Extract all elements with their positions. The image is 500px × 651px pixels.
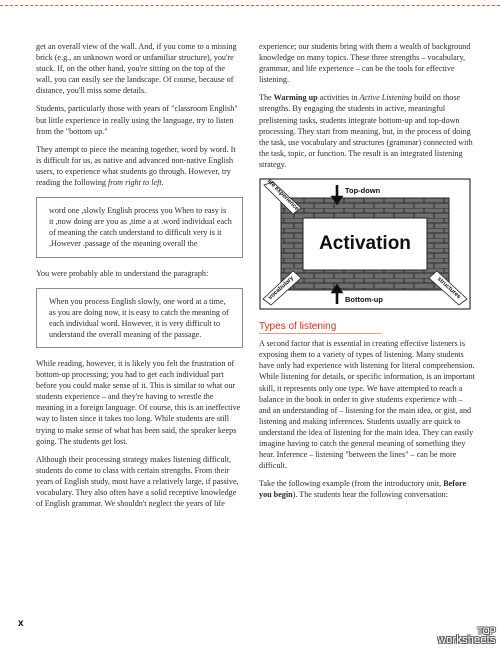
activation-diagram: [259, 178, 471, 310]
paragraph-example: [259, 478, 475, 500]
paragraph-classroom-english: Students, particularly those with years of "classroom English" but little experience in really using the language, try to listen from the "bottom up.": [36, 104, 238, 136]
bottom-up-label: Bottom-up: [345, 295, 383, 305]
paragraph-types-of-listening: A second factor that is essential in creating effective listeners is exposing them to a variety of types of listening. Many students have only had experience with listening for literal comprehension. While listening for details, or specific information, is an important skill, it represents only one type. We have attempted to reach a balance in the book in order to give students experience with – and an understanding of – listening for the main idea, or gist, and listening and making inferences. Students usually are quick to understand the idea of listening for the main idea. They can easily imagine having to catch the general meaning of something they hear. Inference – listening "between the lines" – can be more difficult.: [259, 339, 475, 471]
paragraph-warming-up: [259, 92, 475, 170]
paragraph-wall-analogy: get an overall view of the wall. And, if you come to a missing brick (e.g., an unknown word or unfamiliar structure), you're stuck. If, on the other hand, you're sitting on the top of the wall, you can easily see the landscape. Of course, because of distance, you'll miss some details.: [36, 42, 237, 96]
warming-up-bold: Warming up: [273, 93, 318, 103]
watermark-logo: [438, 627, 496, 645]
life-experience-label: life experience: [265, 178, 300, 213]
heading-underline: [259, 333, 381, 334]
paragraph-strengths: Although their processing strategy makes listening difficult, students do come to class with certain strengths. From their years of English study, most have a relatively large, if passive, vocabulary. They also often have a solid receptive knowledge of English grammar. We shouldn't neglect the years of life: [36, 454, 239, 509]
normal-text-box: [36, 288, 243, 348]
warming-up-lead: The: [259, 93, 272, 103]
activation-diagram-svg: [259, 178, 471, 310]
paragraph-frustration: While reading, however, it is likely you felt the frustration of bottom-up processing; you had to get each individual part before you could make sense of it. This is similar to what our students experience – and they're having to wrestle the meaning in a foreign language. Of course, this is an ineffective way to listen since it takes too long. While students are still trying to make sense of what has been said, the speaker keeps going. The students get lost.: [36, 358, 241, 446]
paragraph-piece-meaning-text: They attempt to piece the meaning together, word by word. It is difficult for us, as native and advanced non-native English users, to experience what students go through. However, try reading the following: [36, 144, 236, 188]
section-heading: Types of listening: [259, 321, 337, 333]
page-number: x: [18, 618, 24, 629]
watermark-line1: TOP: [477, 626, 496, 636]
reversed-text: word one ,slowly English process you When to easy is it ,now doing are you as ,time a at .word individual each of meaning the catch understand to difficult very is it ,However .passage of the meaning overall the: [49, 206, 232, 249]
normal-text: When you process English slowly, one word at a time, as you are doing now, it is easy to catch the meaning of each individual word. However, it is very difficult to understand the overall meaning of the passage.: [49, 296, 229, 339]
left-column: [36, 41, 243, 516]
paragraph-experience: experience; our students bring with them a wealth of background knowledge on many topics. These three strengths – vocabulary, grammar, and life experience – can be the tools for effective listening.: [259, 42, 471, 85]
example-rest: ). The students hear the following conversation:: [292, 490, 448, 500]
paragraph-piece-meaning-italic: from right to left.: [107, 178, 164, 188]
before-you-begin-bold: Before you begin: [259, 479, 467, 500]
warming-up-rest: build on those strengths. By engaging the students in active, meaningful prelistening tasks, students integrate bottom-up and top-down processing. They start from meaning, but, in the process of doing the task, use vocabulary and structures (grammar) connected with the task, topic, or function. The result is an integrated listening strategy.: [259, 93, 473, 169]
structures-label: structures: [435, 276, 462, 301]
activation-label: Activation: [319, 233, 411, 255]
active-listening-italic: Active Listening: [359, 93, 413, 103]
top-dashed-rule: [0, 5, 500, 6]
vocabulary-label: vocabulary: [267, 275, 296, 302]
watermark-line2: worksheets: [438, 634, 496, 646]
example-lead: Take the following example (from the introductory unit,: [259, 479, 442, 489]
right-column: [259, 41, 475, 507]
warming-up-mid: activities in: [319, 93, 358, 103]
paragraph-understand: You were probably able to understand the paragraph:: [36, 268, 209, 278]
reversed-text-box: [36, 197, 243, 257]
top-down-label: Top-down: [345, 186, 381, 196]
paragraph-piece-meaning: [36, 144, 243, 188]
